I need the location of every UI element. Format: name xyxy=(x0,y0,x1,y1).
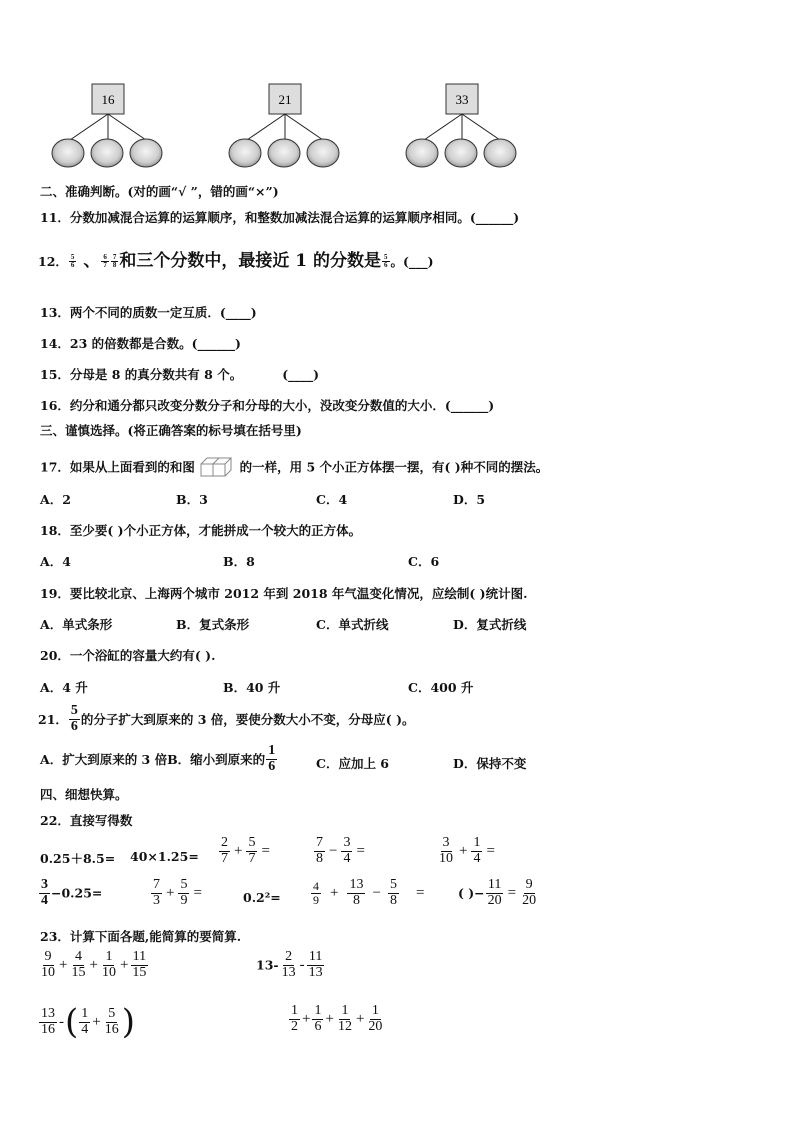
diagram-33 xyxy=(406,84,516,167)
fraction: $\frac{5}{6}$ xyxy=(70,252,75,269)
question-17-text: 的一样，用 5 个小正方体摆一摆，有( )种不同的摆法。 xyxy=(239,459,549,475)
answer-blank: (____) xyxy=(282,367,320,382)
q18-option-a: A．4 xyxy=(40,554,71,569)
question-17 xyxy=(40,454,548,482)
q18-option-c: C．6 xyxy=(408,554,440,569)
question-12-text: 和三个分数中，最接近 1 的分数是 xyxy=(119,251,381,271)
empty-circle xyxy=(130,139,162,167)
expr-r2d: $\frac{4}{9}$ + $\frac{13}{8}$ − $\frac{5}{8}$ = xyxy=(313,877,425,908)
q21-option-b: B．缩小到原来的 xyxy=(167,752,266,768)
question-21 xyxy=(38,704,415,734)
diagram-value: 16 xyxy=(101,92,115,107)
question-number: 21． xyxy=(38,712,68,728)
fraction: $\frac{5}{6}$ xyxy=(384,252,388,269)
empty-circle xyxy=(307,139,339,167)
empty-circle xyxy=(484,139,516,167)
question-23-title: 23．计算下面各题,能简算的要简算. xyxy=(40,929,242,944)
question-17-text: 17．如果从上面看到的和图 xyxy=(40,459,195,475)
q17-option-d: D．5 xyxy=(453,492,486,507)
diagram-16 xyxy=(52,84,162,167)
expr-23-3: $\frac{13}{16}$ -( $\frac{1}{4}$ + $\frac{5}{16}$ ) xyxy=(41,1002,135,1042)
question-15 xyxy=(40,365,319,383)
q18-option-b: B．8 xyxy=(223,554,255,569)
empty-circle xyxy=(268,139,300,167)
question-21-text: 的分子扩大到原来的 3 倍，要使分数大小不变，分母应( )。 xyxy=(80,712,415,728)
expr-r1e: $\frac{3}{10}$ + $\frac{1}{4}$ = xyxy=(439,835,495,866)
expr-r1a: 0.25＋8.5= xyxy=(40,851,116,866)
q20-option-a: A．4 升 xyxy=(40,680,88,695)
question-16: 16．约分和通分都只改变分数分子和分母的大小，没改变分数值的大小．(______) xyxy=(40,398,495,413)
q21-option-c: C．应加上 6 xyxy=(316,756,389,771)
q19-option-c: C．单式折线 xyxy=(316,617,389,632)
fraction: $\frac{7}{8}$ xyxy=(112,252,117,269)
number-split-diagrams xyxy=(0,0,794,180)
q20-option-c: C．400 升 xyxy=(408,680,474,695)
q20-option-b: B．40 升 xyxy=(223,680,281,695)
q17-option-a: A．2 xyxy=(40,492,71,507)
empty-circle xyxy=(406,139,438,167)
diagram-value: 33 xyxy=(455,92,469,107)
empty-circle xyxy=(52,139,84,167)
empty-circle xyxy=(445,139,477,167)
section-4-title: 四、细想快算。 xyxy=(40,787,128,802)
diagram-value: 21 xyxy=(278,92,292,107)
question-22-title: 22．直接写得数 xyxy=(40,813,133,828)
question-11: 11．分数加减混合运算的运算顺序，和整数加减法混合运算的运算顺序相同。(______) xyxy=(40,210,520,225)
q21-option-d: D．保持不变 xyxy=(453,756,527,771)
q19-option-a: A．单式条形 xyxy=(40,617,113,632)
q19-option-b: B．复式条形 xyxy=(176,617,250,632)
question-19: 19．要比较北京、上海两个城市 2012 年到 2018 年气温变化情况，应绘制( )统计图. xyxy=(40,586,528,601)
expr-r2a: $\frac{3}{4}$ −0.25= xyxy=(41,877,103,908)
expr-23-2: 13- $\frac{2}{13}$ - $\frac{11}{13}$ xyxy=(256,949,323,980)
expr-23-4: $\frac{1}{2}$ + $\frac{1}{6}$ + $\frac{1}{12}$ + $\frac{1}{20}$ xyxy=(291,1003,383,1034)
section-2-title: 二、准确判断。(对的画“√ ”，错的画“×”) xyxy=(40,184,279,199)
separator: 、 xyxy=(83,251,101,271)
fraction: $\frac{1}{6}$ xyxy=(268,743,276,774)
question-15-text: 15．分母是 8 的真分数共有 8 个。 xyxy=(40,367,243,382)
empty-circle xyxy=(91,139,123,167)
fraction: $\frac{6}{7}$ xyxy=(103,252,107,269)
empty-circle xyxy=(229,139,261,167)
expr-r2b: $\frac{7}{3}$ + $\frac{5}{9}$ = xyxy=(153,877,202,908)
q17-option-b: B．3 xyxy=(176,492,208,507)
q19-option-d: D．复式折线 xyxy=(453,617,527,632)
cube-top-view-icon xyxy=(199,454,235,482)
question-number: 12． xyxy=(38,254,68,269)
section-3-title: 三、谨慎选择。(将正确答案的标号填在括号里) xyxy=(40,423,302,438)
question-13: 13．两个不同的质数一定互质．(____) xyxy=(40,305,257,320)
question-12 xyxy=(38,246,434,277)
question-20: 20．一个浴缸的容量大约有( ). xyxy=(40,648,216,663)
expr-r1b: 40×1.25= xyxy=(130,849,199,864)
diagram-21 xyxy=(229,84,339,167)
expr-r1c: $\frac{2}{7}$ + $\frac{5}{7}$ = xyxy=(221,835,270,866)
expr-r2c: 0.2²= xyxy=(243,890,281,905)
expr-r1d: $\frac{7}{8}$ − $\frac{3}{4}$ = xyxy=(316,835,365,866)
question-18: 18．至少要( )个小正方体，才能拼成一个较大的正方体。 xyxy=(40,523,362,538)
fraction: $\frac{5}{6}$ xyxy=(70,703,78,734)
expr-r2e: ( )− $\frac{11}{20}$ = $\frac{9}{20}$ xyxy=(458,877,537,908)
answer-blank: 。(___) xyxy=(390,254,434,269)
q17-option-c: C．4 xyxy=(316,492,348,507)
expr-23-1: $\frac{9}{10}$ + $\frac{4}{15}$ + $\frac{1}{10}$ + $\frac{11}{15}$ xyxy=(41,949,147,980)
question-14: 14．23 的倍数都是合数。(______) xyxy=(40,336,241,351)
q21-option-a: A．扩大到原来的 3 倍B．缩小到原来的 $\frac{1}{6}$ xyxy=(40,743,276,774)
